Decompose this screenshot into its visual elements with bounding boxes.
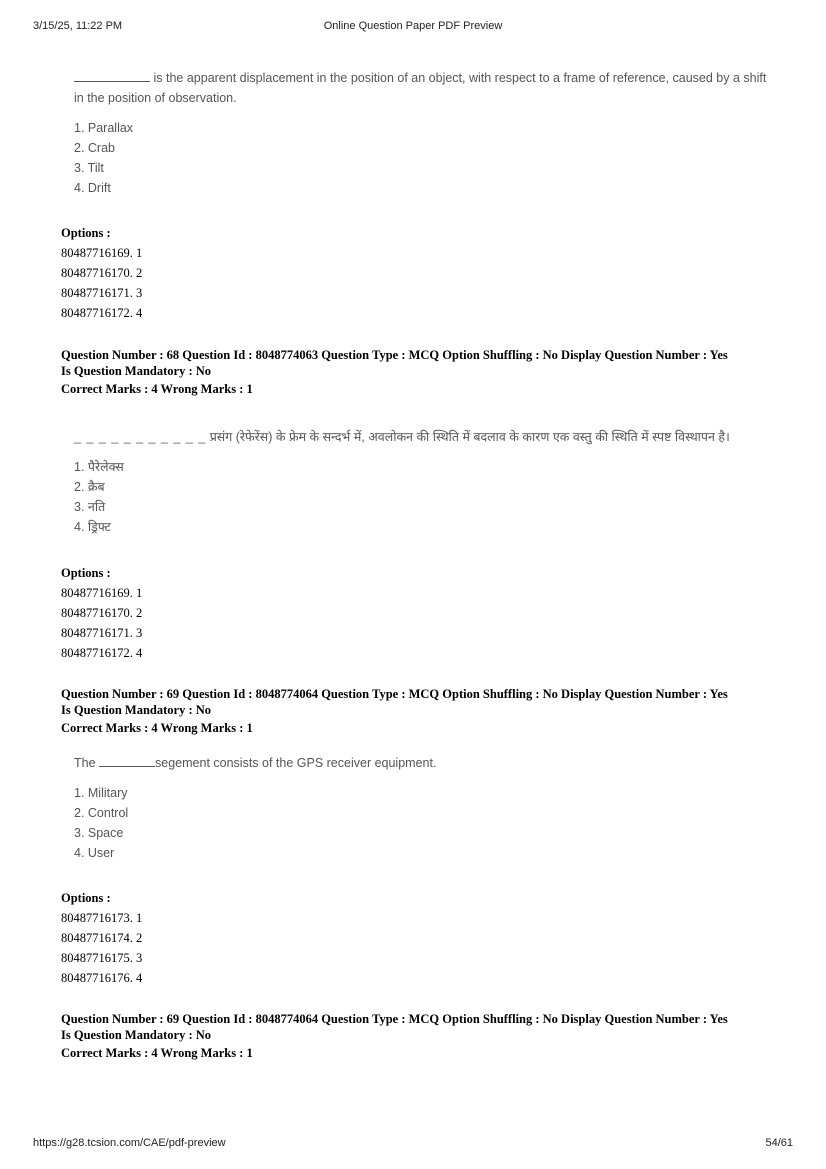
- option-id-item: 80487716169. 1: [61, 246, 143, 260]
- question-image-68: [74, 427, 774, 537]
- question-marks: Correct Marks : 4 Wrong Marks : 1: [61, 1046, 253, 1060]
- option-id-item: 80487716170. 2: [61, 606, 143, 620]
- answer-blank: [99, 766, 155, 767]
- choice-item: 2. Control: [74, 806, 129, 820]
- question-mandatory: Is Question Mandatory : No: [61, 1027, 212, 1042]
- question-marks: Correct Marks : 4 Wrong Marks : 1: [61, 382, 253, 396]
- answer-blank: _ _ _ _ _ _ _ _ _ _ _: [74, 430, 207, 444]
- choice-item: 1. Parallax: [74, 121, 134, 135]
- options-title: Options :: [61, 566, 111, 580]
- option-id-item: 80487716171. 3: [61, 286, 143, 300]
- question-meta-line: Question Number : 69 Question Id : 8048774064 Question Type : MCQ Option Shuffling : No Display Question Number : Yes: [61, 687, 728, 701]
- choice-item: 4. Drift: [74, 181, 111, 195]
- choice-item: 3. नति: [74, 500, 106, 514]
- question-text: _ _ _ _ _ _ _ _ _ _ _ प्रसंग (रेफेरेंस) के फ्रेम के सन्दर्भ में, अवलोकन की स्थिति में बदलाव के कारण एक वस्तु की स्थिति में स्पष्ट विस्थापन है।: [74, 430, 730, 444]
- option-id-item: 80487716172. 4: [61, 306, 143, 320]
- options-list: [61, 563, 142, 663]
- question-meta-line: Question Number : 69 Question Id : 8048774064 Question Type : MCQ Option Shuffling : No Display Question Number : Yes: [61, 1012, 728, 1026]
- print-datetime: 3/15/25, 11:22 PM: [33, 20, 123, 32]
- question-meta: [61, 348, 781, 398]
- choice-item: 2. क्रैब: [74, 480, 105, 494]
- question-marks: Correct Marks : 4 Wrong Marks : 1: [61, 721, 253, 735]
- question-meta: [61, 1012, 781, 1062]
- choice-item: 2. Crab: [74, 141, 115, 155]
- option-id-item: 80487716170. 2: [61, 266, 143, 280]
- question-text: The segement consists of the GPS receiver equipment.: [74, 756, 437, 770]
- question-image-67: [74, 68, 774, 198]
- option-id-item: 80487716171. 3: [61, 626, 143, 640]
- choice-item: 1. पैरेलेक्स: [74, 460, 124, 474]
- option-id-item: 80487716169. 1: [61, 586, 143, 600]
- question-mandatory: Is Question Mandatory : No: [61, 702, 212, 717]
- options-list: [61, 223, 142, 323]
- option-id-item: 80487716175. 3: [61, 951, 143, 965]
- choice-item: 1. Military: [74, 786, 128, 800]
- question-meta-line: Question Number : 68 Question Id : 8048774063 Question Type : MCQ Option Shuffling : No Display Question Number : Yes: [61, 348, 728, 362]
- page-url: https://g28.tcsion.com/CAE/pdf-preview: [33, 1137, 226, 1149]
- document-title: Online Question Paper PDF Preview: [323, 20, 503, 32]
- option-id-item: 80487716176. 4: [61, 971, 143, 985]
- options-title: Options :: [61, 891, 111, 905]
- option-id-item: 80487716173. 1: [61, 911, 143, 925]
- choice-item: 3. Space: [74, 826, 124, 840]
- question-text: is the apparent displacement in the position of an object, with respect to a frame of reference, caused by a shift in the position of observation.: [74, 71, 767, 105]
- options-list: [61, 888, 142, 988]
- question-mandatory: Is Question Mandatory : No: [61, 363, 212, 378]
- question-image-69: [74, 753, 774, 863]
- option-id-item: 80487716172. 4: [61, 646, 143, 660]
- question-meta: [61, 687, 781, 737]
- options-title: Options :: [61, 226, 111, 240]
- option-id-item: 80487716174. 2: [61, 931, 143, 945]
- choice-item: 4. ड्रिफ्ट: [74, 520, 111, 534]
- answer-blank: [74, 81, 150, 82]
- choice-item: 4. User: [74, 846, 115, 860]
- page-number: 54/61: [765, 1137, 793, 1149]
- choice-item: 3. Tilt: [74, 161, 104, 175]
